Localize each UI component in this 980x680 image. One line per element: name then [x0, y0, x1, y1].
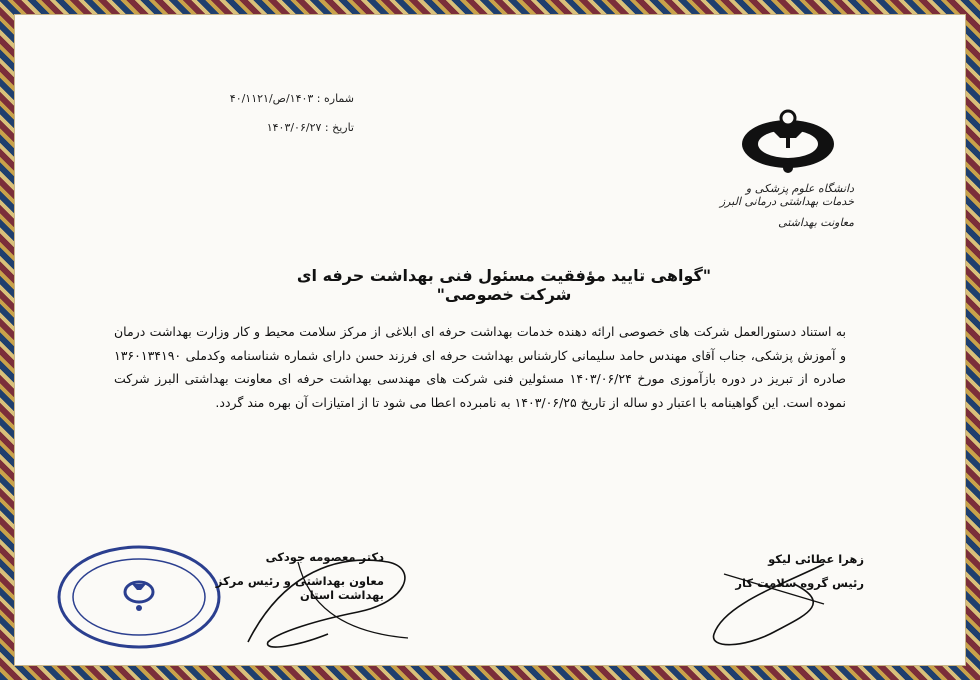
reference-date: تاریخ : ۱۴۰۳/۰۶/۲۷: [266, 121, 354, 134]
left-signatory-role: معاون بهداشتی و رئیس مرکز بهداشت استان: [215, 574, 384, 602]
right-signatory-name: زهرا عطائی لیکو: [768, 552, 864, 566]
reference-block: [194, 92, 354, 150]
left-signatory-name: دکتر معصومه جودکی: [265, 550, 384, 564]
official-stamp-icon: [54, 542, 224, 652]
reference-number: شماره : ۱۴۰۳/ص/۴۰/۱۱۲۱: [229, 92, 354, 105]
certificate-paper: [14, 14, 966, 666]
institution-block: [714, 182, 854, 237]
left-signature-icon: [238, 542, 428, 662]
deputy-name: معاونت بهداشتی: [778, 216, 854, 229]
certificate-body: به استناد دستورالعمل شرکت های خصوصی ارائه دهنده خدمات بهداشت حرفه ای ابلاغی از مرکز سلامت محیط و کار وزارت بهداشت درمان و آموزش پزشکی، جناب آقای مهندس حامد سلیمانی کارشناس بهداشت حرفه ای فرزند حسن دارای شماره شناسنامه وکدملی ۱۳۶۰۱۳۴۱۹۰ صادره از تبریز در دوره بازآموزی مورخ ۱۴۰۳/۰۶/۲۴ مسئولین فنی شرکت های مهندسی بهداشت حرفه ای معاونت بهداشتی البرز شرکت نموده است. این گواهینامه با اعتبار دو ساله از تاریخ ۱۴۰۳/۰۶/۲۵ به نامبرده اعطا می شود تا از امتیازات آن بهره مند گردد.: [114, 324, 846, 410]
certificate-title: "گواهی تایید مؤفقیت مسئول فنی بهداشت حرفه ای شرکت خصوصی": [296, 266, 712, 304]
right-signature-icon: [704, 544, 844, 654]
right-signatory-role: رئیس گروه سلامت کار: [735, 576, 864, 590]
university-logo-icon: [738, 106, 838, 176]
university-name: دانشگاه علوم پزشکی و خدمات بهداشتی درمانی البرز: [719, 182, 854, 208]
